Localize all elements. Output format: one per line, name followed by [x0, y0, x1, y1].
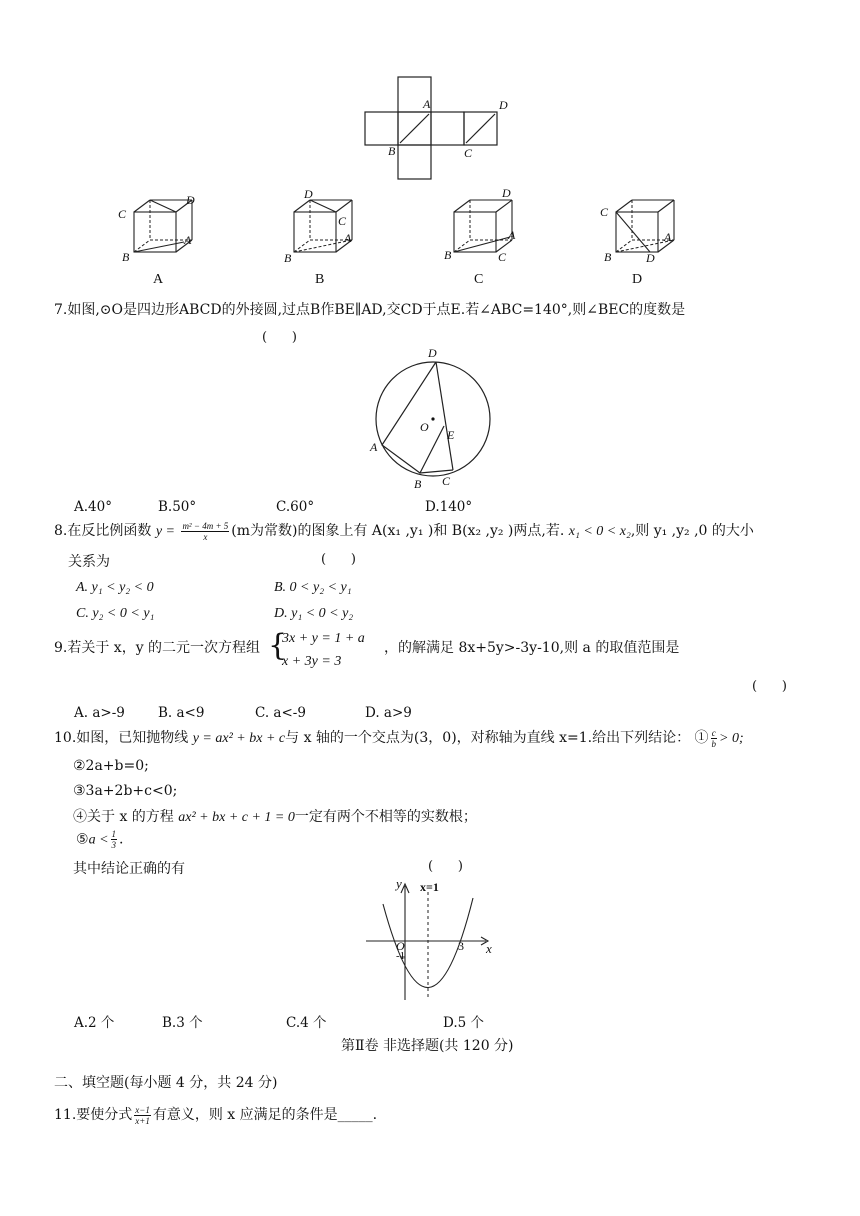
q8-prefix: 8.在反比例函数 [54, 523, 152, 539]
q7-label-o: O [420, 420, 429, 434]
q8-line1 [54, 520, 754, 542]
cube-b-label-b: B [284, 251, 292, 265]
q11-prefix: 11.要使分式 [54, 1107, 133, 1123]
q10-conclusion-2: ②2a+b=0; [73, 758, 149, 774]
cube-a-caption: A [153, 272, 164, 287]
cube-d-label-a: A [664, 230, 672, 244]
q9-tail: ，的解满足 8x+5y>-3y-10,则 a 的取值范围是 [384, 640, 680, 656]
q8-option-b[interactable]: B. 0 < y₂ < y₁ [274, 580, 352, 595]
q10-label-origin: O [396, 939, 405, 953]
cube-d-label-d: D [646, 251, 655, 265]
q7-text: 7.如图,⊙O是四边形ABCD的外接圆,过点B作BE∥AD,交CD于点E.若∠ABC=140°,则∠BEC的度数是 [54, 302, 686, 318]
q10-c5-tail: . [119, 831, 124, 848]
cube-d-label-c: C [600, 205, 609, 219]
cube-d-label-b: B [604, 250, 612, 264]
net-label-d: D [499, 98, 508, 112]
q7-option-c[interactable]: C.60° [276, 499, 315, 515]
q10-label-x: x [486, 941, 492, 956]
q10-parabola-figure [362, 874, 498, 1004]
q8-line2: 关系为 [68, 554, 110, 570]
cube-c-label-c: C [498, 250, 507, 264]
q10-c5-numerator: 1 [111, 829, 117, 839]
cube-d-caption: D [632, 272, 643, 287]
cube-option-c [432, 184, 528, 292]
q10-c4-tail: 一定有两个不相等的实数根； [294, 809, 477, 825]
q10-conclusion-1-tail: > 0; [719, 731, 744, 746]
q11-denominator: x+1 [135, 1115, 150, 1126]
q8-mid: (m为常数)的图象上有 A(x₁ ,y₁ )和 B(x₂ ,y₂ )两点,若. [231, 523, 565, 539]
q10-conclusion-1-mark: ① [694, 730, 709, 746]
cube-option-b [272, 184, 368, 292]
cube-a-label-a: A [184, 233, 192, 247]
q9-option-a[interactable]: A. a>-9 [74, 705, 125, 721]
q8-func-fraction [181, 521, 229, 542]
q8-option-d[interactable]: D. y₁ < 0 < y₂ [274, 606, 354, 621]
q10-conclusion-4 [73, 806, 477, 826]
cube-c-label-d: D [502, 186, 511, 200]
q10-prefix: 10.如图，已知抛物线 [54, 730, 189, 746]
q10-option-d[interactable]: D.5 个 [443, 1015, 485, 1031]
cube-net-figure [360, 72, 540, 184]
q11-line [54, 1104, 377, 1126]
q10-option-b[interactable]: B.3 个 [162, 1015, 203, 1031]
cube-a-label-b: B [122, 250, 130, 264]
part-two-title: 第Ⅱ卷 非选择题(共 120 分) [341, 1038, 514, 1054]
q9-brace: { [268, 628, 288, 663]
q10-label-minus-one: -1 [396, 950, 406, 962]
q7-label-e: E [447, 428, 455, 442]
q8-func-numerator: m² − 4m + 5 [182, 520, 229, 531]
q10-line1 [54, 727, 744, 749]
q7-label-b: B [414, 477, 422, 491]
q10-c5-equation: a < [88, 832, 109, 848]
q7-option-d[interactable]: D.140° [425, 499, 473, 515]
cube-b-label-d: D [304, 187, 313, 201]
q11-fraction [134, 1105, 151, 1126]
q10-option-c[interactable]: C.4 个 [286, 1015, 327, 1031]
q8-condition: x₁ < 0 < x₂ [568, 524, 631, 539]
q11-numerator: x−1 [135, 1104, 150, 1115]
q7-option-b[interactable]: B.50° [158, 499, 197, 515]
q10-mid: 与 x 轴的一个交点为(3，0)，对称轴为直线 x=1.给出下列结论： [285, 730, 691, 746]
q10-c5-fraction [111, 829, 118, 850]
q10-c4-prefix: ④关于 x 的方程 [73, 809, 174, 825]
q11-tail: 有意义，则 x 应满足的条件是_____. [152, 1107, 378, 1123]
q10-c4-equation: ax² + bx + c + 1 = 0 [178, 810, 295, 825]
section-two-heading: 二、填空题(每小题 4 分，共 24 分) [54, 1075, 278, 1091]
q10-label-axis: x=1 [420, 880, 439, 894]
q10-c5-prefix: ⑤ [76, 831, 89, 848]
cube-b-label-c: C [338, 214, 347, 228]
q7-label-c: C [442, 474, 451, 488]
q10-conclusion-3: ③3a+2b+c<0; [73, 783, 178, 799]
q9-prefix: 9.若关于 x，y 的二元一次方程组 [54, 640, 261, 656]
q10-label-y: y [396, 876, 402, 891]
q9-option-b[interactable]: B. a<9 [158, 705, 205, 721]
q10-c1-denominator: b [711, 738, 717, 749]
cube-option-a [112, 190, 208, 292]
q8-func-lhs: y = [155, 524, 175, 539]
q8-tail: ,则 y₁ ,y₂ ,0 的大小 [630, 523, 754, 539]
q8-option-c[interactable]: C. y₂ < 0 < y₁ [76, 606, 155, 621]
net-label-c: C [464, 146, 473, 160]
cube-b-label-a: A [344, 231, 352, 245]
cube-c-caption: C [474, 272, 484, 287]
q9-option-d[interactable]: D. a>9 [365, 705, 412, 721]
q9-option-c[interactable]: C. a<-9 [255, 705, 306, 721]
cube-c-label-b: B [444, 248, 452, 262]
q7-label-a: A [370, 440, 378, 454]
cube-a-label-d: D [186, 193, 195, 207]
q10-answer-paren: ( ) [428, 859, 463, 874]
q7-circle-figure [364, 344, 504, 494]
q10-c1-numerator: c [711, 727, 716, 738]
q7-answer-paren: ( ) [262, 330, 297, 345]
q9-equation-2: x + 3y = 3 [282, 654, 342, 669]
q7-option-a[interactable]: A.40° [74, 499, 112, 515]
q9-equation-1: 3x + y = 1 + a [282, 631, 365, 646]
net-label-a: A [423, 97, 431, 111]
q10-option-a[interactable]: A.2 个 [74, 1015, 115, 1031]
q10-function: y = ax² + bx + c [192, 731, 286, 746]
q10-conclusion-5 [76, 829, 123, 850]
q10-conclusion-1-fraction [711, 728, 718, 749]
q7-label-d: D [428, 346, 437, 360]
cube-a-label-c: C [118, 207, 127, 221]
cube-c-label-a: A [508, 228, 516, 242]
cube-b-caption: B [315, 272, 325, 287]
q10-label-three: 3 [458, 939, 464, 953]
cube-option-d [594, 190, 690, 292]
q8-func-denominator: x [203, 531, 208, 542]
q10-c5-denominator: 3 [111, 840, 117, 850]
q9-answer-paren: ( ) [752, 679, 787, 694]
net-label-b: B [388, 144, 396, 158]
q8-option-a[interactable]: A. y₁ < y₂ < 0 [76, 580, 154, 595]
q8-answer-paren: ( ) [321, 552, 356, 567]
q10-question: 其中结论正确的有 [73, 861, 185, 877]
